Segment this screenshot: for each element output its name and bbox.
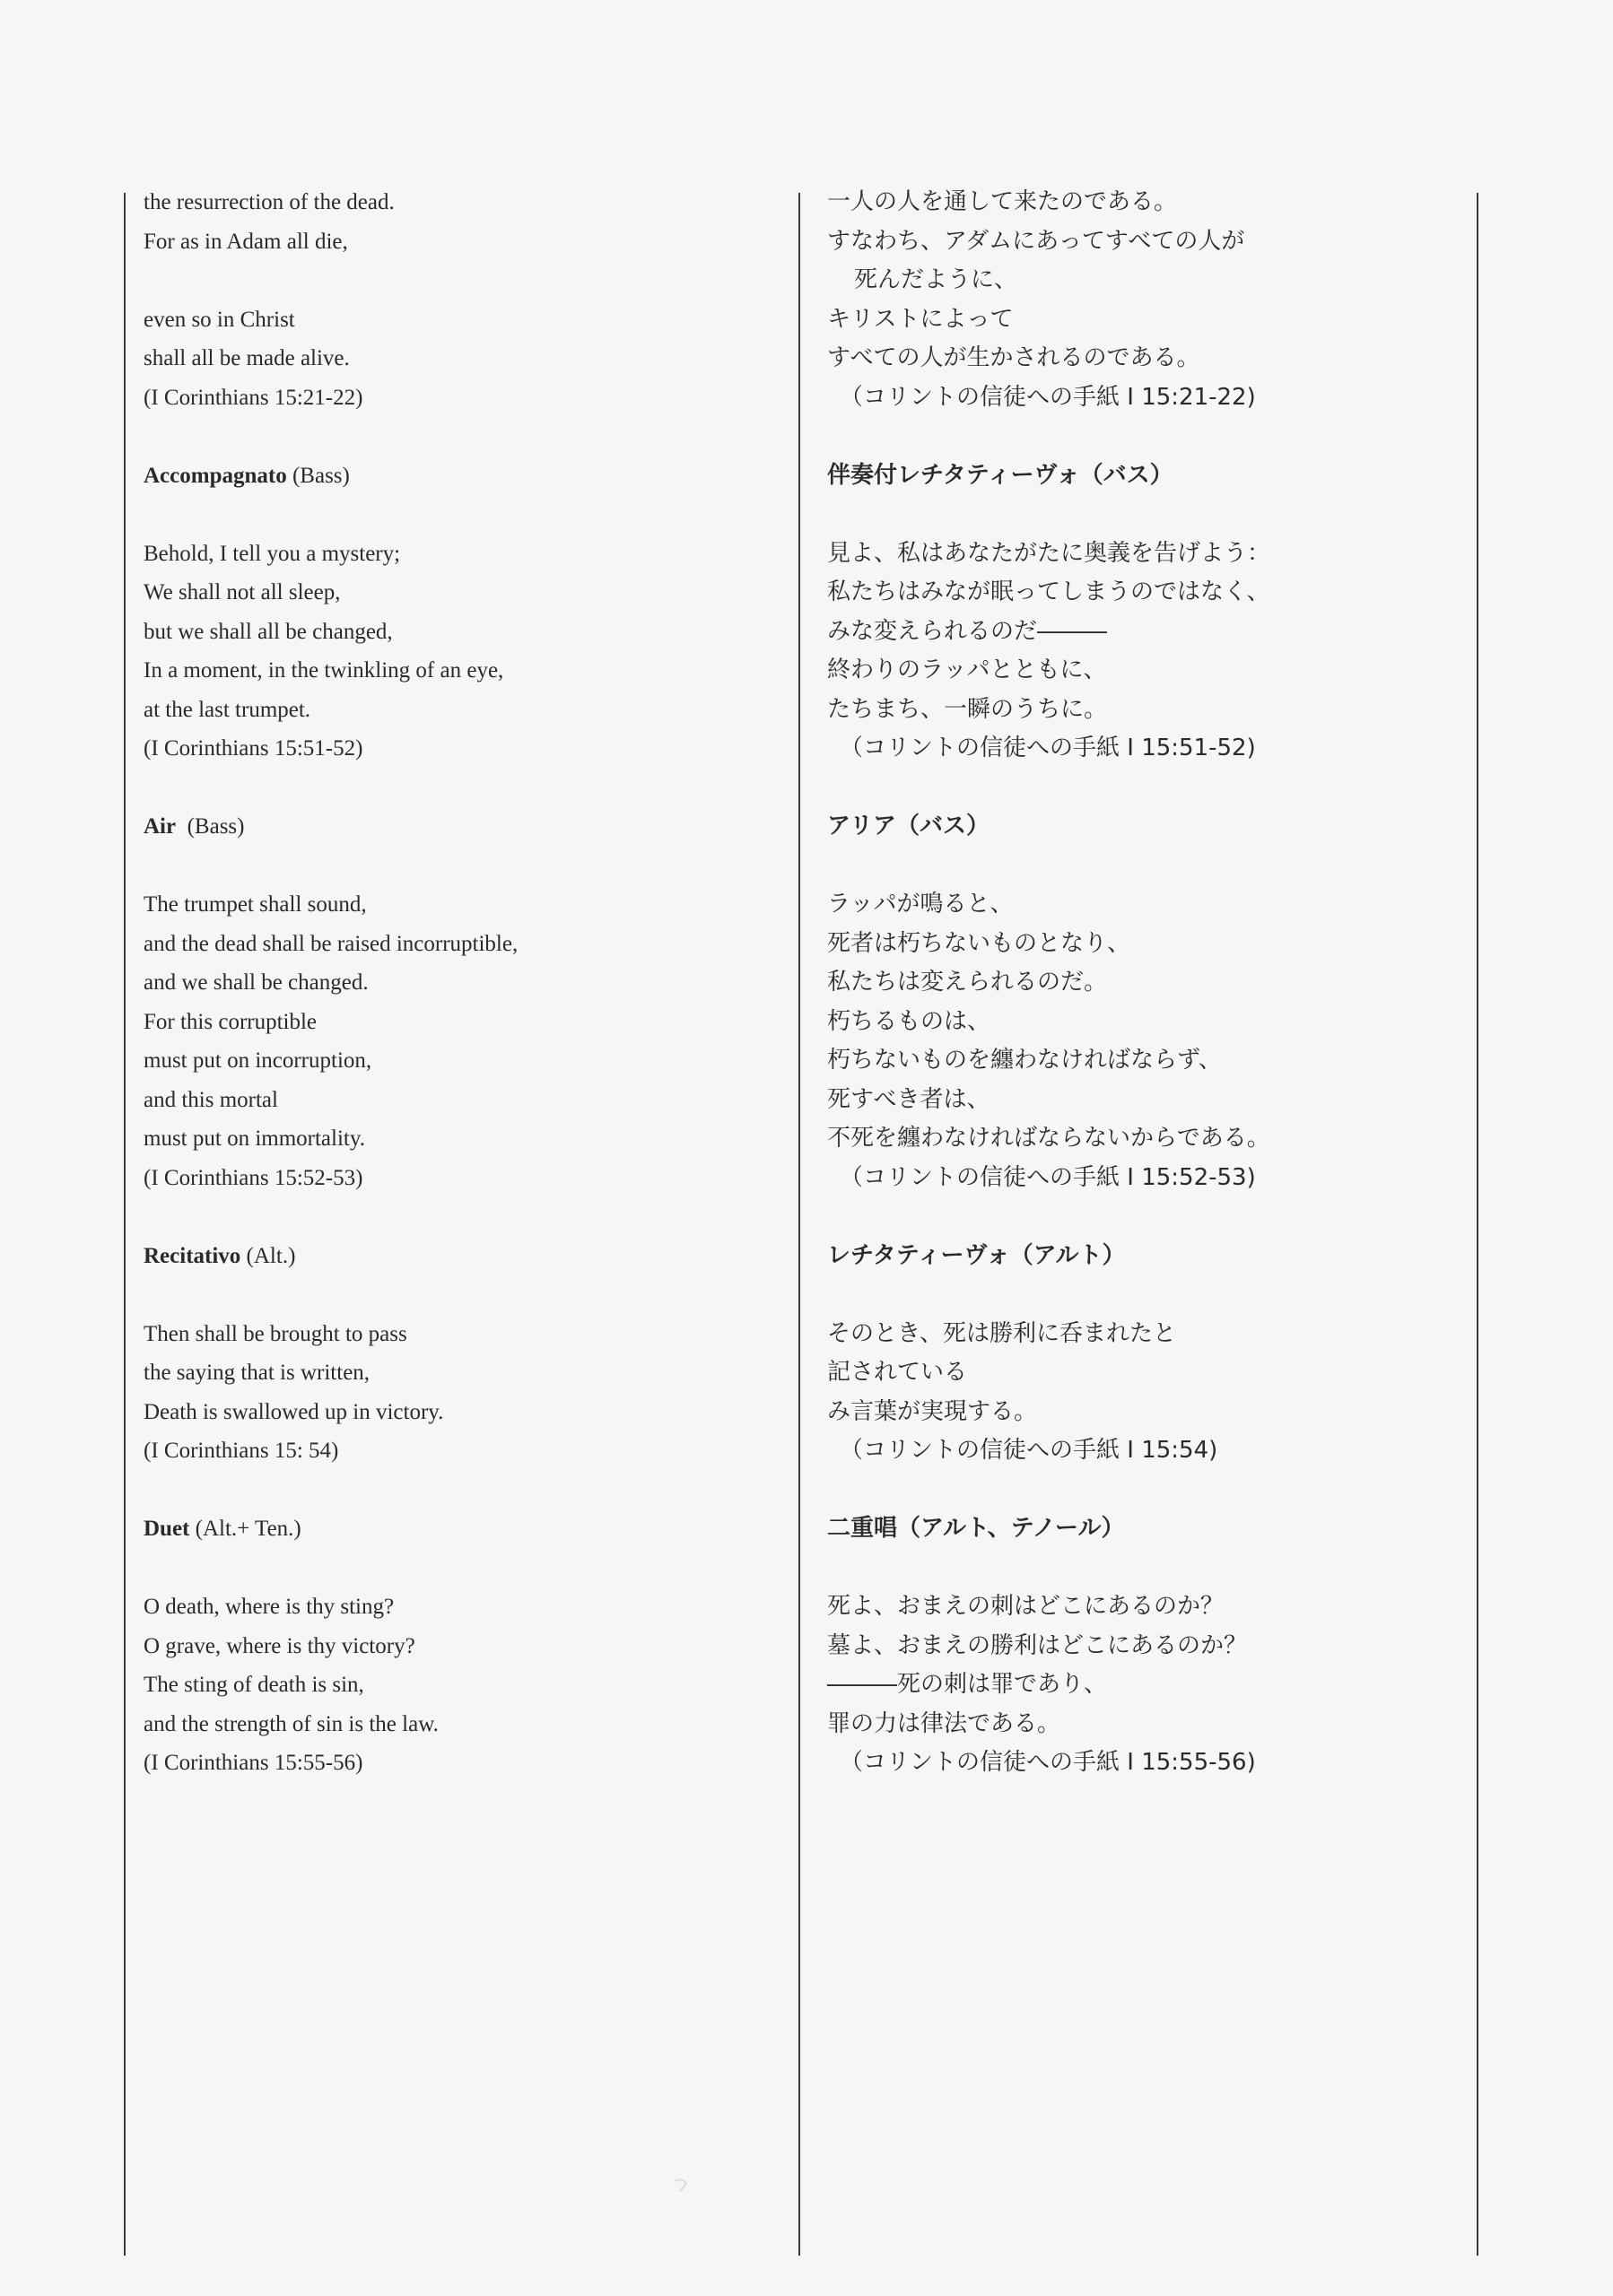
japanese-section-heading: 伴奏付レチタティーヴォ（バス） bbox=[827, 461, 1173, 489]
japanese-verse-line: み言葉が実現する。 bbox=[827, 1397, 1038, 1425]
english-intro-line: shall all be made alive. bbox=[144, 346, 350, 370]
japanese-intro-line: 一人の人を通して来たのである。 bbox=[827, 188, 1178, 215]
japanese-verse-line: 死すべき者は、 bbox=[827, 1085, 990, 1113]
left-margin-rule bbox=[124, 193, 126, 2256]
english-verse-line: The trumpet shall sound, bbox=[144, 892, 367, 917]
japanese-verse-line: そのとき、死は勝利に呑まれたと bbox=[827, 1319, 1176, 1347]
japanese-verse-line: 死よ、おまえの刺はどこにあるのか？ bbox=[827, 1593, 1225, 1620]
japanese-verse-line: 墓よ、おまえの勝利はどこにあるのか？ bbox=[827, 1631, 1248, 1659]
english-intro-line: even so in Christ bbox=[144, 307, 295, 332]
japanese-verse-line: 私たちは変えられるのだ。 bbox=[827, 969, 1108, 996]
paper-smudge-mark bbox=[671, 2176, 691, 2196]
japanese-verse-line: 罪の力は律法である。 bbox=[827, 1709, 1061, 1737]
japanese-verse-line: 朽ちないものを纏わなければならず、 bbox=[827, 1047, 1222, 1074]
section-voice: (Bass) bbox=[292, 463, 350, 488]
english-citation: (I Corinthians 15:52-53) bbox=[144, 1165, 363, 1190]
english-verse-line: and we shall be changed. bbox=[144, 970, 369, 995]
english-verse-line: must put on immortality. bbox=[144, 1126, 365, 1151]
japanese-intro-line: 死んだように、 bbox=[854, 266, 1018, 293]
section-title: Accompagnato bbox=[144, 463, 287, 488]
center-divider-rule bbox=[798, 193, 800, 2256]
english-section-heading bbox=[144, 1509, 772, 1549]
japanese-verse-line: たちまち、一瞬のうちに。 bbox=[827, 695, 1108, 723]
japanese-verse-line: みな変えられるのだ――― bbox=[827, 617, 1108, 645]
english-verse-line: but we shall all be changed, bbox=[144, 619, 393, 644]
english-citation: (I Corinthians 15:21-22) bbox=[144, 385, 363, 410]
english-verse-line: O death, where is thy sting? bbox=[144, 1595, 395, 1619]
english-verse-line: the saying that is written, bbox=[144, 1361, 371, 1385]
english-verse-line: must put on incorruption, bbox=[144, 1048, 372, 1073]
japanese-citation: （コリントの信徒への手紙 I 15:52-53) bbox=[840, 1163, 1256, 1191]
japanese-section-heading: 二重唱（アルト、テノール） bbox=[827, 1515, 1125, 1542]
japanese-intro-line: すべての人が生かされるのである。 bbox=[827, 344, 1200, 371]
japanese-verse-line: 終わりのラッパとともに、 bbox=[827, 657, 1107, 683]
japanese-intro-line: キリストによって bbox=[827, 305, 1014, 333]
japanese-verse-line: 不死を纏わなければならないからである。 bbox=[827, 1125, 1270, 1152]
right-margin-rule bbox=[1477, 193, 1478, 2256]
english-verse-line: Death is swallowed up in victory. bbox=[144, 1399, 444, 1424]
japanese-verse-line: 見よ、私はあなたがたに奥義を告げよう： bbox=[827, 539, 1271, 567]
english-intro-line: the resurrection of the dead. bbox=[144, 190, 395, 214]
english-citation: (I Corinthians 15:55-56) bbox=[144, 1751, 363, 1775]
english-citation: (I Corinthians 15: 54) bbox=[144, 1439, 339, 1463]
japanese-citation: （コリントの信徒への手紙 I 15:51-52) bbox=[840, 735, 1256, 761]
section-voice: (Bass) bbox=[187, 814, 245, 839]
japanese-citation: （コリントの信徒への手紙 I 15:55-56) bbox=[840, 1749, 1256, 1776]
japanese-intro-line: すなわち、アダムにあってすべての人が bbox=[827, 227, 1245, 255]
japanese-text-column bbox=[827, 183, 1455, 1783]
english-verse-line: and the dead shall be raised incorruptible, bbox=[144, 931, 519, 956]
section-voice: (Alt.) bbox=[246, 1243, 296, 1268]
japanese-citation: （コリントの信徒への手紙 I 15:54) bbox=[840, 1437, 1218, 1464]
japanese-section-heading: アリア（バス） bbox=[827, 813, 990, 839]
english-verse-line: and the strength of sin is the law. bbox=[144, 1711, 439, 1736]
japanese-verse-line: 記されている bbox=[827, 1359, 968, 1386]
japanese-citation: （コリントの信徒への手紙 I 15:21-22) bbox=[840, 383, 1256, 411]
japanese-verse-line: ラッパが鳴ると、 bbox=[827, 891, 1014, 918]
english-section-heading bbox=[144, 807, 772, 847]
english-verse-line: and this mortal bbox=[144, 1087, 278, 1112]
section-title: Duet bbox=[144, 1517, 190, 1541]
english-verse-line: Behold, I tell you a mystery; bbox=[144, 541, 401, 566]
english-verse-line: The sting of death is sin, bbox=[144, 1673, 364, 1697]
english-verse-line: Then shall be brought to pass bbox=[144, 1321, 407, 1346]
japanese-section-heading: レチタティーヴォ（アルト） bbox=[827, 1241, 1126, 1269]
english-verse-line: O grave, where is thy victory? bbox=[144, 1633, 415, 1658]
english-section-heading bbox=[144, 457, 772, 496]
english-section-heading bbox=[144, 1237, 772, 1276]
english-intro-line: For as in Adam all die, bbox=[144, 229, 348, 254]
japanese-verse-line: 朽ちるものは、 bbox=[827, 1007, 991, 1035]
english-text-column bbox=[144, 183, 772, 1783]
japanese-verse-line: 私たちはみなが眠ってしまうのではなく、 bbox=[827, 578, 1270, 605]
english-verse-line: We shall not all sleep, bbox=[144, 580, 341, 604]
section-title: Air bbox=[144, 814, 177, 839]
english-verse-line: In a moment, in the twinkling of an eye, bbox=[144, 658, 504, 683]
japanese-verse-line: 死者は朽ちないものとなり、 bbox=[827, 929, 1131, 957]
english-verse-line: at the last trumpet. bbox=[144, 697, 311, 722]
english-verse-line: For this corruptible bbox=[144, 1009, 318, 1034]
section-voice: (Alt.+ Ten.) bbox=[195, 1517, 301, 1541]
english-citation: (I Corinthians 15:51-52) bbox=[144, 736, 363, 761]
section-title: Recitativo bbox=[144, 1243, 241, 1268]
japanese-verse-line: ―――死の刺は罪であり、 bbox=[827, 1671, 1108, 1698]
